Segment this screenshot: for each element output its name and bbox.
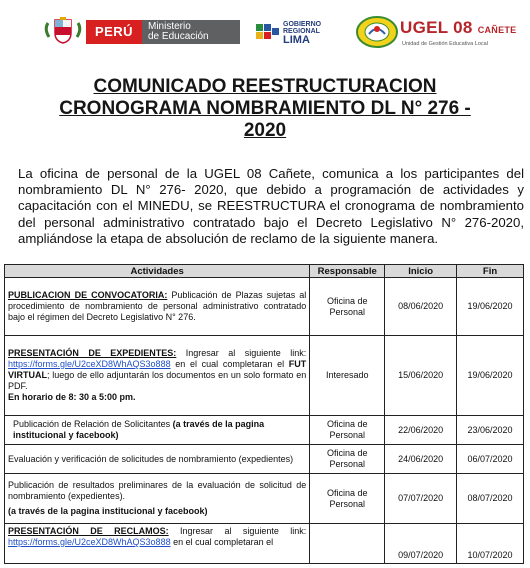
activity-text: Publicación de resultados preliminares de la evaluación de solicitud de nombramiento (expedientes). (8, 480, 307, 501)
activity-cell (5, 416, 310, 445)
responsible-cell: Oficina de Personal (310, 416, 385, 445)
start-date-cell: 09/07/2020 (385, 524, 457, 564)
regional-government-icon (256, 24, 280, 40)
header-end: Fin (457, 265, 524, 278)
end-date-cell: 23/06/2020 (457, 416, 524, 445)
activity-title: PRESENTACIÓN DE RECLAMOS: (8, 526, 169, 536)
schedule-table (4, 264, 524, 564)
activity-bold: (a través de la pagina institucional y facebook) (8, 506, 208, 516)
header-logo-strip (0, 8, 530, 52)
forms-link[interactable]: https://forms.gle/U2ceXD8WhAQS3o888 (8, 359, 171, 369)
header-activities: Actividades (5, 265, 310, 278)
regional-government-text (283, 21, 321, 46)
activity-text: Ingresar al siguiente link: (176, 348, 307, 358)
activity-text-3: ; luego de ello adjuntarán los documentos en un solo formato en PDF. (8, 370, 307, 391)
start-date-cell: 15/06/2020 (385, 336, 457, 416)
ugel-name: UGEL 08 (400, 18, 473, 37)
title-line-2: CRONOGRAMA NOMBRAMIENTO DL N° 276 - (59, 98, 471, 119)
table-header-row (5, 265, 524, 278)
activity-cell (5, 474, 310, 524)
table-row (5, 416, 524, 445)
activity-text-2: en el cual completaran el (170, 537, 274, 547)
end-date-cell: 08/07/2020 (457, 474, 524, 524)
header-responsible: Responsable (310, 265, 385, 278)
responsible-cell: Oficina de Personal (310, 278, 385, 336)
activity-text: Ingresar al siguiente link: (168, 526, 307, 536)
gob-line-1: GOBIERNO (283, 21, 322, 28)
peru-coat-of-arms-icon (44, 17, 82, 45)
gob-line-3: LIMA (283, 34, 310, 46)
title-line-1: COMUNICADO REESTRUCTURACION (93, 76, 437, 97)
end-date-cell: 06/07/2020 (457, 445, 524, 474)
responsible-cell: Interesado (310, 336, 385, 416)
activity-text: Publicación de Relación de Solicitantes (13, 419, 173, 429)
ugel-title (400, 18, 517, 38)
ugel-subtitle: Unidad de Gestión Educativa Local (402, 41, 488, 47)
ministry-line-1: Ministerio (148, 21, 191, 32)
announcement-body: La oficina de personal de la UGEL 08 Cañete, comunica a los participantes del nombramiento DL N° 276- 2020, que debido a programación de actividades y capacitación con el MINEDU, se REESTRUCTURA el cronograma de nombramiento del personal administrativo contratado bajo el Decreto Legislativo N° 276-2020, ampliándose la etapa de absolución de reclamo de la siguiente manera. (18, 166, 524, 246)
peru-brand-box: PERÚ (86, 20, 142, 44)
responsible-cell: Oficina de Personal (310, 474, 385, 524)
end-date-cell: 19/06/2020 (457, 278, 524, 336)
table-row (5, 474, 524, 524)
end-date-cell: 19/06/2020 (457, 336, 524, 416)
activity-cell (5, 278, 310, 336)
activity-cell (5, 336, 310, 416)
activity-cell: Evaluación y verificación de solicitudes de nombramiento (expedientes) (5, 445, 310, 474)
title-line-3: 2020 (243, 120, 287, 141)
activity-text-2: en el cual completaran el (170, 359, 289, 369)
start-date-cell: 22/06/2020 (385, 416, 457, 445)
activity-title: PUBLICACION DE CONVOCATORIA: (8, 290, 168, 300)
gob-line-2: REGIONAL (283, 28, 320, 35)
ministry-brand-box (142, 20, 240, 44)
table-row (5, 524, 524, 564)
start-date-cell: 24/06/2020 (385, 445, 457, 474)
activity-text: Publicación de Plazas sujetas al procedimiento de nombramiento de personal administrativo contratado bajo el régimen del Decreto Legislativo N° 276. (8, 290, 307, 322)
ugel-city: CAÑETE (477, 25, 517, 35)
activity-bold: (a través de la pagina institucional y facebook) (13, 419, 265, 440)
responsible-cell (310, 524, 385, 564)
responsible-cell: Oficina de Personal (310, 445, 385, 474)
table-row (5, 278, 524, 336)
activity-cell (5, 524, 310, 564)
header-start: Inicio (385, 265, 457, 278)
fut-label: FUT VIRTUAL (8, 359, 307, 380)
activity-title: PRESENTACIÓN DE EXPEDIENTES: (8, 348, 177, 358)
ministry-line-2: de Educación (148, 31, 209, 42)
ugel-emblem-icon (356, 16, 398, 48)
start-date-cell: 07/07/2020 (385, 474, 457, 524)
table-row (5, 445, 524, 474)
forms-link[interactable]: https://forms.gle/U2ceXD8WhAQS3o888 (8, 537, 171, 547)
table-row (5, 336, 524, 416)
start-date-cell: 08/06/2020 (385, 278, 457, 336)
announcement-title (20, 76, 510, 142)
schedule-hours: En horario de 8: 30 a 5:00 pm. (8, 392, 136, 402)
end-date-cell: 10/07/2020 (457, 524, 524, 564)
